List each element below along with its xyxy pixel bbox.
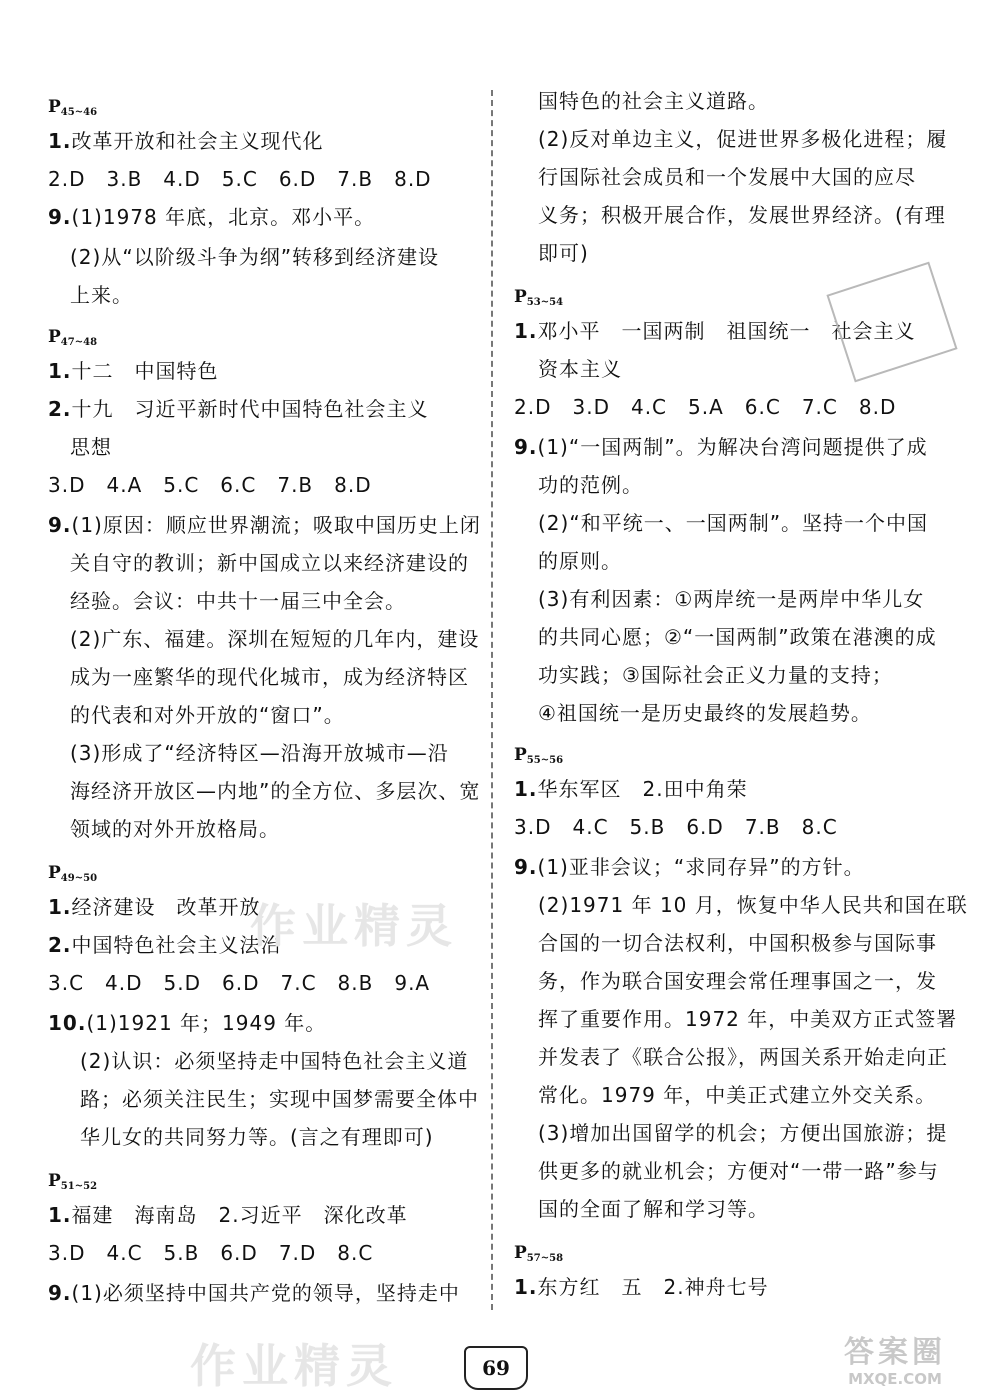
watermark-text-bottom: 作业精灵 — [190, 1339, 398, 1393]
answer-line: 上来。 — [70, 283, 133, 307]
answer-line: 2.中国特色社会主义法治 — [48, 933, 282, 957]
answer-line: ④祖国统一是历史最终的发展趋势。 — [538, 701, 872, 725]
stamp-mark — [826, 262, 957, 383]
answer-line: 的原则。 — [538, 549, 622, 573]
corner-logo-watermark: 答案圈 MXQE.COM — [844, 1335, 946, 1388]
answer-line: 9.(1)亚非会议；“求同存异”的方针。 — [514, 855, 865, 879]
section-header-p45: $P_{45\sim 46}$ — [48, 97, 98, 118]
answer-line: 合国的一切合法权利，中国积极参与国际事 — [538, 931, 937, 955]
answer-line: 9.(1)原因：顺应世界潮流；吸取中国历史上闭 — [48, 513, 481, 537]
answer-line: 3.D 4.A 5.C 6.C 7.B 8.D — [48, 473, 372, 497]
answer-line: 9.(1)必须坚持中国共产党的领导，坚持走中 — [48, 1281, 460, 1305]
answer-line: 成为一座繁华的现代化城市，成为经济特区 — [70, 665, 469, 689]
answer-line: 的共同心愿；②“一国两制”政策在港澳的成 — [538, 625, 937, 649]
page-number: 69 — [464, 1346, 528, 1390]
section-header-p49: $P_{49\sim 50}$ — [48, 863, 98, 884]
answer-line: 1.东方红 五 2.神舟七号 — [514, 1275, 769, 1299]
answer-line: 9.(1)“一国两制”。为解决台湾问题提供了成 — [514, 435, 928, 459]
section-header-p55: $P_{55\sim 56}$ — [514, 745, 564, 766]
answer-line: 2.D 3.D 4.C 5.A 6.C 7.C 8.D — [514, 395, 897, 419]
answer-line: (2)认识：必须坚持走中国特色社会主义道 — [80, 1049, 469, 1073]
answer-line: 路；必须关注民生；实现中国梦需要全体中 — [80, 1087, 479, 1111]
answer-line: 国特色的社会主义道路。 — [538, 89, 769, 113]
answer-line: 常化。1979 年，中美正式建立外交关系。 — [538, 1083, 937, 1107]
answer-line: 挥了重要作用。1972 年，中美双方正式签署 — [538, 1007, 958, 1031]
answer-line: 1.福建 海南岛 2.习近平 深化改革 — [48, 1203, 408, 1227]
answer-line: 领域的对外开放格局。 — [70, 817, 280, 841]
section-header-p57: $P_{57\sim 58}$ — [514, 1243, 564, 1264]
section-header-p51: $P_{51\sim 52}$ — [48, 1171, 98, 1192]
answer-line: 的代表和对外开放的“窗口”。 — [70, 703, 345, 727]
answer-line: (2)广东、福建。深圳在短短的几年内，建设 — [70, 627, 480, 651]
answer-line: 1.经济建设 改革开放 — [48, 895, 261, 919]
answer-line: 经验。会议：中共十一届三中全会。 — [70, 589, 406, 613]
answer-line: (3)增加出国留学的机会；方便出国旅游；提 — [538, 1121, 948, 1145]
answer-line: 供更多的就业机会；方便对“一带一路”参与 — [538, 1159, 939, 1183]
answer-line: 3.D 4.C 5.B 6.D 7.B 8.C — [514, 815, 838, 839]
answer-line: (2)从“以阶级斗争为纲”转移到经济建设 — [70, 245, 440, 269]
answer-line: 资本主义 — [538, 357, 622, 381]
answer-line: 义务；积极开展合作，发展世界经济。(有理 — [538, 203, 946, 227]
answer-line: 2.十九 习近平新时代中国特色社会主义 — [48, 397, 429, 421]
section-header-p47: $P_{47\sim 48}$ — [48, 327, 98, 348]
answer-line: 华儿女的共同努力等。(言之有理即可) — [80, 1125, 434, 1149]
answer-line: (3)有利因素：①两岸统一是两岸中华儿女 — [538, 587, 925, 611]
answer-line: 务，作为联合国安理会常任理事国之一，发 — [538, 969, 937, 993]
answer-line: 1.邓小平 一国两制 祖国统一 社会主义 — [514, 319, 916, 343]
answer-line: 2.D 3.B 4.D 5.C 6.D 7.B 8.D — [48, 167, 432, 191]
answer-line: 3.C 4.D 5.D 6.D 7.C 8.B 9.A — [48, 971, 431, 995]
answer-line: 1.改革开放和社会主义现代化 — [48, 129, 324, 153]
answer-line: 3.D 4.C 5.B 6.D 7.D 8.C — [48, 1241, 374, 1265]
answer-line: 1.华东军区 2.田中角荣 — [514, 777, 748, 801]
answer-line: 思想 — [70, 435, 112, 459]
answer-line: (2)1971 年 10 月，恢复中华人民共和国在联 — [538, 893, 968, 917]
answer-line: 1.十二 中国特色 — [48, 359, 219, 383]
answer-line: 并发表了《联合公报》，两国关系开始走向正 — [538, 1045, 948, 1069]
answer-line: (3)形成了“经济特区—沿海开放城市—沿 — [70, 741, 449, 765]
answer-line: (2)反对单边主义，促进世界多极化进程；履 — [538, 127, 948, 151]
answer-line: 功的范例。 — [538, 473, 643, 497]
answer-line: 9.(1)1978 年底，北京。邓小平。 — [48, 205, 376, 229]
answer-line: 功实践；③国际社会正义力量的支持； — [538, 663, 893, 687]
answer-line: 国的全面了解和学习等。 — [538, 1197, 769, 1221]
column-divider — [491, 90, 493, 1310]
answer-line: 关自守的教训；新中国成立以来经济建设的 — [70, 551, 469, 575]
answer-line: 行国际社会成员和一个发展中大国的应尽 — [538, 165, 916, 189]
section-header-p53: $P_{53\sim 54}$ — [514, 287, 564, 308]
answer-line: 即可) — [538, 241, 589, 265]
answer-line: (2)“和平统一、一国两制”。坚持一个中国 — [538, 511, 929, 535]
answer-line: 海经济开放区—内地”的全方位、多层次、宽 — [70, 779, 481, 803]
answer-line: 10.(1)1921 年；1949 年。 — [48, 1011, 327, 1035]
watermark-text: 作业精灵 — [250, 899, 458, 953]
